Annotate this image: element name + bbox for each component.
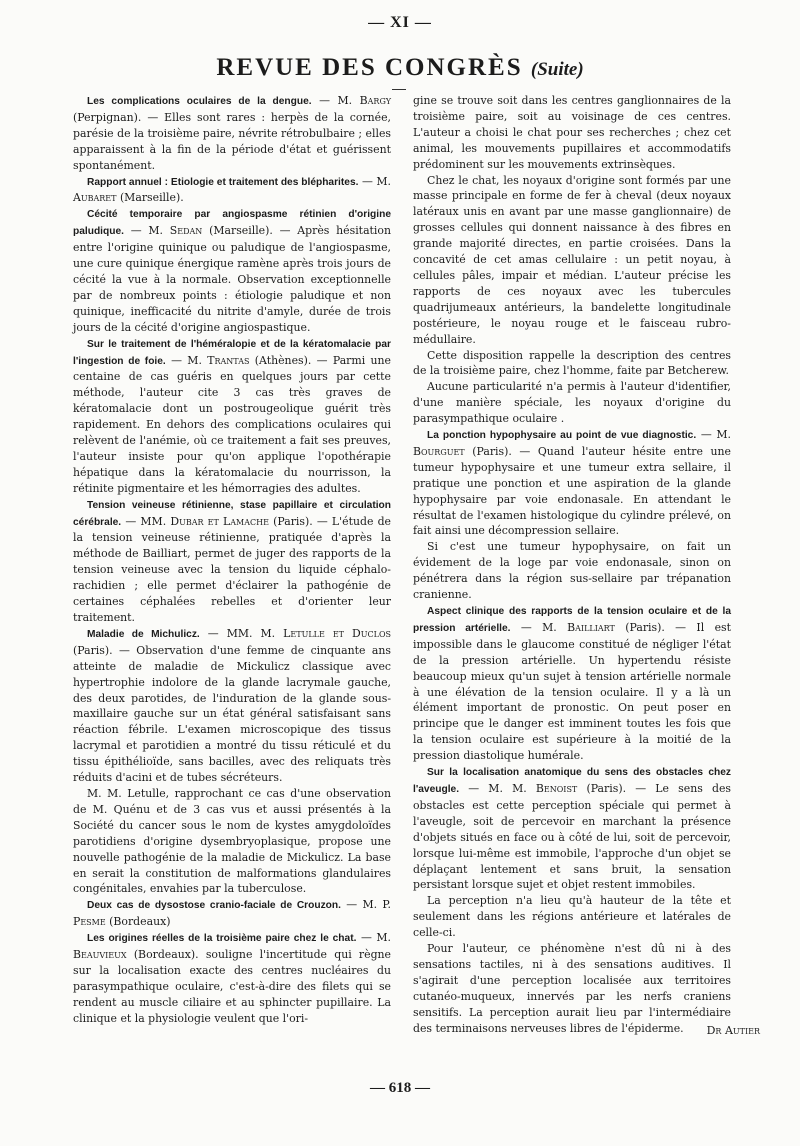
- article-paragraph: Rapport annuel : Etiologie et traitement des blépharites. — M. Aubaret (Marseille).: [73, 174, 391, 205]
- article-body: M. M. Letulle, rapprochant ce cas d'une observation de M. Quénu et de 3 cas vus et aussi présentés à la Société du cancer sous le nom de kystes amygdoloïdes parotidiens d'origine dysembryoplasique, propose une nouvelle pathogénie de la maladie de Mickulicz. La base en serait la constitution de malformations glandulaires congénitales, envahies par la tuberculose.: [73, 786, 391, 896]
- article-paragraph: [413, 348, 731, 380]
- article-author: M. Beauvieux: [73, 931, 391, 962]
- article-author: M. P. Pesme: [73, 898, 391, 929]
- title-text: REVUE DES CONGRÈS: [216, 54, 523, 81]
- article-paragraph: Sur le traitement de l'héméralopie et de la kératomalacie par l'ingestion de foie. — M. Trantas (Athènes). — Parmi une centaine de cas guéris en quelques jours par cette méthode, l'auteur cite 3 cas très graves de kératomalacie dont un postrougeolique guérit très rapidement. En dehors des complications oculaires qui relèvent de l'anémie, où ce traitement a fait ses preuves, l'auteur insiste pour qu'on applique l'opothérapie hépatique dans la kératomalacie du nourrisson, la rétinite pigmentaire et les hémorragies des adultes.: [73, 338, 391, 495]
- article-paragraph: Cécité temporaire par angiospasme rétinien d'origine paludique. — M. Sedan (Marseille). — Après hésitation entre l'origine quinique ou paludique de l'angiospasme, une cure quinique énergique ramène après trois jours de cécité la vue à la normale. Observation exceptionnelle par de nombreux points : étiologie paludique et non quinique, inefficacité du nitrite d'amyle, durée de trois jours de la cécité d'origine angiospastique.: [73, 209, 391, 334]
- page-number: — 618 —: [370, 1080, 430, 1096]
- article-body: (Paris). — Quand l'auteur hésite entre une tumeur hypophysaire et une tumeur extra sellaire, il pratique une ponction et une aspiration de la glande hypophysaire par voie endonasale. En attendant le résultat de l'examen histologique du cylindre prélevé, on fait ainsi une décompression sellaire.: [413, 444, 731, 538]
- article-body: La perception n'a lieu qu'à hauteur de la tête et seulement dans les régions antérieure et latérales de celle-ci.: [413, 894, 731, 940]
- article-author: M. Bourguet: [413, 428, 731, 458]
- article-author: MM. Dubar et Lamache: [140, 514, 269, 528]
- article-author: M. M. Benoist: [488, 781, 578, 795]
- right-column: [413, 93, 731, 1036]
- article-heading: Aspect clinique des rapports de la tension oculaire et de la pression artérielle.: [413, 606, 731, 634]
- article-author: M. Bailliart: [542, 620, 615, 634]
- page-roman-numeral: — XI —: [368, 14, 432, 31]
- article-paragraph: Les origines réelles de la troisième paire chez le chat. — M. Beauvieux (Bordeaux). souligne l'incertitude qui règne sur la localisation exacte des centres nucléaires du parasympathique oculaire, c'est-à-dire des filets qui se rendent au muscle ciliaire et au sphincter pupillaire. La clinique et la physiologie veulent que l'ori-: [73, 931, 391, 1025]
- article-paragraph: Sur la localisation anatomique du sens des obstacles chez l'aveugle. — M. M. Benoist (Paris). — Le sens des obstacles est cette perception spéciale qui permet à l'aveugle, soit de percevoir en marchant la présence d'objets situés en face ou à côté de lui, soit de percevoir, lorsque lui-même est immobile, l'approche d'un objet se déplaçant lentement et sans bruit, la sensation persistant lorsque sujet et objet restent immobiles.: [413, 767, 731, 892]
- article-body: gine se trouve soit dans les centres ganglionnaires de la troisième paire, soit au voisinage de ces centres. L'auteur a choisi le chat pour ses recherches ; chez cet animal, les mouvements pupillaires et accommodatifs prédominent sur les mouvements extrinsèques.: [413, 94, 731, 171]
- article-heading: Sur le traitement de l'héméralopie et de la kératomalacie par l'ingestion de foie.: [73, 338, 391, 367]
- article-body: (Paris). — Le sens des obstacles est cette perception spéciale qui permet à l'aveugle, soit de percevoir en marchant la présence d'objets situés en face ou à côté de lui, soit de percevoir, lorsque lui-même est immobile, l'approche d'un objet se déplaçant lentement et sans bruit, la sensation persistant lorsque sujet et objet restent immobiles.: [413, 781, 731, 892]
- article-paragraph: [413, 93, 731, 173]
- article-body: Pour l'auteur, ce phénomène n'est dû ni à des sensations tactiles, ni à des sensations auditives. Il s'agirait d'une perception localisée aux territoires cutanéo-muqueux, innervés par les nerfs craniens sensitifs. La perception aurait lieu par l'intermédiaire des terminaisons nerveuses libres de l'épiderme.: [413, 942, 731, 1035]
- left-column: [73, 93, 391, 1027]
- article-heading: La ponction hypophysaire au point de vue diagnostic.: [427, 430, 697, 442]
- article-paragraph: La ponction hypophysaire au point de vue diagnostic. — M. Bourguet (Paris). — Quand l'auteur hésite entre une tumeur hypophysaire et une tumeur extra sellaire, il pratique une ponction et une aspiration de la glande hypophysaire par voie endonasale. En attendant le résultat de l'examen histologique du cylindre prélevé, on fait ainsi une décompression sellaire.: [413, 428, 731, 538]
- article-heading: Deux cas de dysostose cranio-faciale de Crouzon.: [87, 900, 341, 912]
- article-heading: Les origines réelles de la troisième paire chez le chat.: [87, 933, 357, 945]
- article-heading: Tension veineuse rétinienne, stase papillaire et circulation cérébrale.: [73, 499, 391, 528]
- article-body: (Paris). — Observation d'une femme de cinquante ans atteinte de maladie de Mickulicz classique avec hypertrophie indolore de la glande lacrymale gauche, des deux parotides, de l'induration de la glande sous-maxillaire gauche sur un état général satisfaisant sans réaction fébrile. L'examen microscopique des tissus lacrymal et parotidien a montré du tissu réticulé et du tissu épithélioïde, sans bacilles, avec des reliquats très réduits d'acini et de tubes sécréteurs.: [73, 643, 391, 785]
- article-body: Si c'est une tumeur hypophysaire, on fait un évidement de la loge par voie endonasale, sinon on pénétrera dans la région sus-sellaire par trépanation cranienne.: [413, 540, 731, 602]
- article-body: (Bordeaux). souligne l'incertitude qui règne sur la localisation exacte des centres nucléaires du parasympathique oculaire, c'est-à-dire des filets qui se rendent au muscle ciliaire et au sphincter pupillaire. La clinique et la physiologie veulent que l'ori-: [73, 948, 391, 1025]
- article-body: Chez le chat, les noyaux d'origine sont formés par une masse principale en forme de fer à cheval (deux noyaux latéraux unis en avant par une masse ganglionnaire) de grosses cellules qui donnent naissance à des fibres en grande majorité directes, en partie croisées. Dans la concavité de cet amas cellulaire : un petit noyau, à cellules pâles, impair et médian. L'auteur précise les rapports de ces noyaux avec les tubercules quadrijumeaux antérieurs, la bandelette longitudinale postérieure, le noyau rouge et le faisceau rubro-médullaire.: [413, 173, 731, 346]
- article-body: (Paris). — Il est impossible dans le glaucome constitué de négliger l'état de la pression artérielle. Un hypertendu résiste beaucoup mieux qu'un sujet à tension artérielle normale à une élévation de la tension oculaire. Il y a là un élément important de pronostic. On peut poser en principe que le danger est imminent toutes les fois que la tension oculaire est supérieure à la moitié de la pression diastolique humérale.: [413, 620, 731, 763]
- article-paragraph: [413, 539, 731, 603]
- article-body: (Bordeaux): [109, 915, 171, 929]
- article-author: M. Sedan: [148, 224, 203, 238]
- article-heading: Cécité temporaire par angiospasme rétinien d'origine paludique.: [73, 209, 391, 238]
- article-paragraph: [413, 941, 731, 1036]
- article-body: (Perpignan). — Elles sont rares : herpès de la cornée, parésie de la troisième paire, névrite rétrobulbaire ; elles apparaissent à la fin de la période d'état et guérissent spontanément.: [73, 110, 391, 172]
- signature: Dr Autier: [706, 1024, 760, 1037]
- article-heading: Rapport annuel : Etiologie et traitement des blépharites.: [87, 176, 359, 188]
- article-heading: Maladie de Michulicz.: [87, 628, 200, 640]
- title-suffix: (Suite): [530, 59, 584, 80]
- article-author: M. Trantas: [187, 353, 250, 367]
- article-paragraph: Maladie de Michulicz. — MM. M. Letulle et Duclos (Paris). — Observation d'une femme de cinquante ans atteinte de maladie de Mickulicz classique avec hypertrophie indolore de la glande lacrymale gauche, des deux parotides, de l'induration de la glande sous-maxillaire gauche sur un état général satisfaisant sans réaction fébrile. L'examen microscopique des tissus lacrymal et parotidien a montré du tissu réticulé et du tissu épithélioïde, sans bacilles, avec des reliquats très réduits d'acini et de tubes sécréteurs.: [73, 626, 391, 785]
- article-body: Cette disposition rappelle la description des centres de la troisième paire, chez l'homme, faite par Betcherew.: [413, 348, 731, 378]
- article-body: Aucune particularité n'a permis à l'auteur d'identifier, d'une manière spéciale, les noyaux d'origine du parasympathique oculaire .: [413, 380, 731, 426]
- article-body: (Athènes). — Parmi une centaine de cas guéris en quelques jours par cette méthode, l'auteur cite 3 cas très graves de kératomalacie dont un postrougeolique guérit très rapidement. En dehors des complications oculaires qui relèvent de l'anémie, où ce traitement a fait ses preuves, l'auteur insiste pour qu'on applique l'opothérapie hépatique dans la kératomalacie du nourrisson, la rétinite pigmentaire et les hémorragies des adultes.: [73, 353, 391, 495]
- article-author: M. Bargy: [337, 94, 391, 107]
- title-divider: [392, 89, 406, 90]
- article-paragraph: [413, 173, 731, 348]
- article-paragraph: Les complications oculaires de la dengue. — M. Bargy (Perpignan). — Elles sont rares : herpès de la cornée, parésie de la troisième paire, névrite rétrobulbaire ; elles apparaissent à la fin de la période d'état et guérissent spontanément.: [73, 94, 391, 172]
- article-paragraph: Aspect clinique des rapports de la tension oculaire et de la pression artérielle. — M. Bailliart (Paris). — Il est impossible dans le glaucome constitué de négliger l'état de la pression artérielle. Un hypertendu résiste beaucoup mieux qu'un sujet à tension artérielle normale à une élévation de la tension oculaire. Il y a là un élément important de pronostic. On peut poser en principe que le danger est imminent toutes les fois que la tension oculaire est supérieure à la moitié de la pression diastolique humérale.: [413, 606, 731, 763]
- article-heading: Sur la localisation anatomique du sens des obstacles chez l'aveugle.: [413, 767, 731, 795]
- article-author: M. Aubaret: [73, 174, 391, 205]
- article-body: (Marseille). — Après hésitation entre l'origine quinique ou paludique de l'angiospasme, une cure quinique énergique ramène après trois jours de cécité la vue à la normale. Observation exceptionnelle par de nombreux points : étiologie paludique et non quinique, inefficacité du nitrite d'amyle, durée de trois jours de la cécité d'origine angiospastique.: [73, 224, 391, 334]
- article-body: (Marseille).: [119, 191, 184, 205]
- article-body: (Paris). — L'étude de la tension veineuse rétinienne, pratiquée d'après la méthode de Bailliart, permet de juger des rapports de la tension veineuse avec la tension du liquide céphalo-rachidien ; elle permet d'éclairer la pathogénie de certaines céphalées rebelles et d'orienter leur traitement.: [73, 514, 391, 624]
- article-paragraph: Tension veineuse rétinienne, stase papillaire et circulation cérébrale. — MM. Dubar et Lamache (Paris). — L'étude de la tension veineuse rétinienne, pratiquée d'après la méthode de Bailliart, permet de juger des rapports de la tension veineuse avec la tension du liquide céphalo-rachidien ; elle permet d'éclairer la pathogénie de certaines céphalées rebelles et d'orienter leur traitement.: [73, 499, 391, 624]
- article-paragraph: [413, 893, 731, 941]
- article-heading: Les complications oculaires de la dengue.: [87, 96, 312, 107]
- article-author: MM. M. Letulle et Duclos: [226, 626, 391, 640]
- article-paragraph: Deux cas de dysostose cranio-faciale de Crouzon. — M. P. Pesme (Bordeaux): [73, 898, 391, 929]
- article-paragraph: [413, 379, 731, 427]
- article-paragraph: [73, 786, 391, 897]
- page-title: [0, 54, 800, 82]
